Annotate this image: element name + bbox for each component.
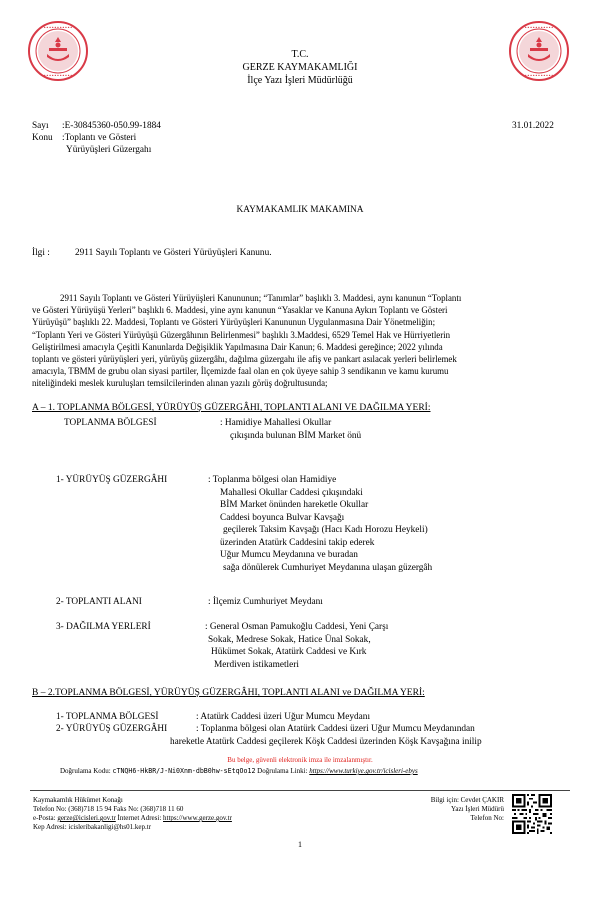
section-a-yuruyus-line: : Toplanma bölgesi olan Hamidiye bbox=[208, 475, 337, 485]
section-a-toplanma-line: : Hamidiye Mahallesi Okullar bbox=[220, 418, 332, 428]
body-line: toplantı ve gösteri yürüyüşleri yeri, yürüyüş güzergâhı, dağılma güzergahı ile afiş ve pankart asılacak yerleri belirlemek bbox=[32, 354, 457, 365]
section-b-toplanma-label: 1- TOPLANMA BÖLGESİ bbox=[56, 712, 159, 722]
ilgi-text: 2911 Sayılı Toplantı ve Gösteri Yürüyüşleri Kanunu. bbox=[75, 248, 272, 258]
body-line: ve Gösteri Yürüyüşü Yerleri” başlıklı 6. Maddesi, yine aynı kanunun “Yasaklar ve Kanuna Aykırı Toplantı ve Gösteri bbox=[32, 305, 448, 316]
e-signature-notice: Bu belge, güvenli elektronik imza ile imzalanmıştır. bbox=[227, 756, 373, 764]
section-b-toplanma-value: : Atatürk Caddesi üzeri Uğur Mumcu Meydanı bbox=[196, 712, 371, 722]
page-number: 1 bbox=[298, 840, 302, 849]
body-line: “Toplantı Yeri ve Gösteri Yürüyüşü Güzergâhının Belirlenmesi” başlıklı 3.Maddesi, 6529 Temel Hak ve Hürriyetlerin bbox=[32, 329, 451, 340]
konu-value-2: Yürüyüşleri Güzergahı bbox=[66, 145, 152, 155]
konu-label: Konu bbox=[32, 133, 53, 143]
section-a-dagilma-line: Merdiven istikametleri bbox=[214, 659, 299, 670]
svg-text:•••••••••••: ••••••••••• bbox=[43, 26, 73, 31]
section-a-toplanma-label: TOPLANMA BÖLGESİ bbox=[64, 418, 157, 428]
section-a-yuruyus-line: Caddesi boyunca Bulvar Kavşağı bbox=[220, 512, 345, 523]
section-a-yuruyus-label: 1- YÜRÜYÜŞ GÜZERGÂHI bbox=[56, 475, 168, 485]
section-a-dagilma-line: : General Osman Pamukoğlu Caddesi, Yeni Çarşı bbox=[205, 622, 389, 632]
footer-email-prefix: e-Posta: bbox=[33, 814, 56, 822]
section-a-dagilma-line: Sokak, Medrese Sokak, Hatice Ünal Sokak, bbox=[208, 634, 371, 645]
verification-link-label: Doğrulama Linki: bbox=[257, 767, 308, 775]
section-a-yuruyus-line: Mahallesi Okullar Caddesi çıkışındaki bbox=[220, 487, 363, 498]
footer-email-web bbox=[33, 814, 232, 823]
section-a-yuruyus-line: sağa dönülerek Cumhuriyet Meydanına ulaşan güzergâh bbox=[223, 562, 433, 573]
footer-info-name: Bilgi için: Cevdet ÇAKIR bbox=[430, 796, 504, 804]
footer-info-phone: Telefon No: bbox=[470, 814, 504, 822]
footer-web-prefix: İnternet Adresi: bbox=[117, 814, 162, 822]
svg-text:•••••••••••: ••••••••••• bbox=[43, 74, 73, 79]
section-a-yuruyus-line: geçilerek Taksim Kavşağı (Hacı Kadı Horozu Heykeli) bbox=[223, 525, 428, 535]
verification-row bbox=[60, 767, 418, 776]
header-block bbox=[0, 48, 600, 87]
section-a-dagilma-line: Hükümet Sokak, Atatürk Caddesi ve Kırk bbox=[211, 647, 367, 657]
section-a-yuruyus-value bbox=[208, 474, 432, 574]
footer-email-link[interactable]: gerze@icisleri.gov.tr bbox=[57, 814, 116, 822]
body-paragraph bbox=[32, 292, 572, 390]
verification-link[interactable]: https://www.turkiye.gov.tr/icisleri-ebys bbox=[309, 767, 418, 775]
body-line: Geliştirilmesi amacıyla Çeşitli Kanunlarda Değişiklik Yapılmasına Dair Kanun; 6. Maddesi gereğince; 2022 yılında bbox=[32, 341, 443, 352]
verification-code: cTNQH6-HkBR/J-Ni0Xnm-dbB0hw-sEtqOo12 bbox=[112, 767, 256, 775]
sayi-label: Sayı bbox=[32, 121, 49, 131]
svg-text:•••••••••••: ••••••••••• bbox=[524, 74, 554, 79]
section-a-toplanma-line: çıkışında bulunan BİM Market önü bbox=[230, 430, 362, 441]
header-line-tc: T.C. bbox=[291, 49, 309, 60]
body-line: niteliğindeki meslek kuruluşları temsilcilerinden alınan yazılı görüş doğrultusunda; bbox=[32, 378, 328, 389]
section-b-yuruyus-label: 2- YÜRÜYÜŞ GÜZERGÂHI bbox=[56, 724, 168, 734]
section-a-toplanti-label: 2- TOPLANTI ALANI bbox=[56, 597, 142, 607]
footer-contact bbox=[33, 796, 232, 832]
body-line: 2911 Sayılı Toplantı ve Gösteri Yürüyüşleri Kanununun; “Tanımlar” başlıklı 3. Maddesi, aynı kanunun “Toplantı bbox=[60, 293, 462, 303]
body-line: amacıyla, TBMM de grubu olan siyasi partiler, İlçemizde faal olan en çok üyeye sahip 3 sendikanın ve kamu kurumu bbox=[32, 366, 449, 377]
section-b-yuruyus-value: : Toplanma bölgesi olan Atatürk Caddesi üzeri Uğur Mumcu Meydanından bbox=[196, 724, 475, 734]
verification-code-label: Doğrulama Kodu: bbox=[60, 767, 111, 775]
konu-value: :Toplantı ve Gösteri bbox=[62, 133, 137, 143]
footer-divider bbox=[30, 790, 570, 791]
section-b-yuruyus-value-2: hareketle Atatürk Caddesi geçilerek Köşk Caddesi üzerinden Köşk Kavşağına inilip bbox=[170, 737, 482, 747]
footer-kep: Kep Adresi: icisleribakanligi@hs01.kep.tr bbox=[33, 823, 152, 831]
section-a-yuruyus-line: BİM Market önünden hareketle Okullar bbox=[220, 500, 369, 510]
footer-office: Kaymakamlık Hükümet Konağı bbox=[33, 796, 123, 804]
section-a-title: A – 1. TOPLANMA BÖLGESİ, YÜRÜYÜŞ GÜZERGÂHI, TOPLANTI ALANI VE DAĞILMA YERİ: bbox=[32, 403, 431, 413]
document-date: 31.01.2022 bbox=[512, 121, 554, 131]
header-line-mudurluk: İlçe Yazı İşleri Müdürlüğü bbox=[247, 75, 353, 86]
section-a-dagilma-label: 3- DAĞILMA YERLERİ bbox=[56, 622, 151, 632]
section-a-yuruyus-line: üzerinden Atatürk Caddesini takip ederek bbox=[220, 537, 375, 548]
body-line: Yürüyüşü” başlıklı 22. Maddesi, Toplantı ve Gösteri Yürüyüşleri Kanununun Uygulanmasına Dair Yönetmeliğin; bbox=[32, 317, 436, 328]
sayi-value: :E-30845360-050.99-1884 bbox=[62, 121, 161, 131]
footer-web-link[interactable]: https://www.gerze.gov.tr bbox=[163, 814, 232, 822]
section-a-toplanma-value bbox=[220, 417, 361, 442]
svg-text:•••••••••••: ••••••••••• bbox=[524, 26, 554, 31]
ilgi-label: İlgi : bbox=[32, 248, 50, 258]
addressee: KAYMAKAMLIK MAKAMINA bbox=[236, 205, 364, 215]
section-a-yuruyus-line: Uğur Mumcu Meydanına ve buradan bbox=[220, 550, 358, 560]
qr-code-icon bbox=[512, 794, 552, 834]
footer-info bbox=[400, 796, 504, 823]
footer-info-title: Yazı İşleri Müdürü bbox=[451, 805, 504, 813]
section-a-dagilma-value bbox=[205, 621, 388, 671]
section-a-toplanti-value: : İlçemiz Cumhuriyet Meydanı bbox=[208, 597, 323, 607]
footer-phone: Telefon No: (368)718 15 94 Faks No: (368)718 11 60 bbox=[33, 805, 184, 813]
section-b-title: B – 2.TOPLANMA BÖLGESİ, YÜRÜYÜŞ GÜZERGÂHI, TOPLANTI ALANI ve DAĞILMA YERİ: bbox=[32, 688, 425, 698]
header-line-kaymakamlik: GERZE KAYMAKAMLIĞI bbox=[242, 62, 358, 73]
